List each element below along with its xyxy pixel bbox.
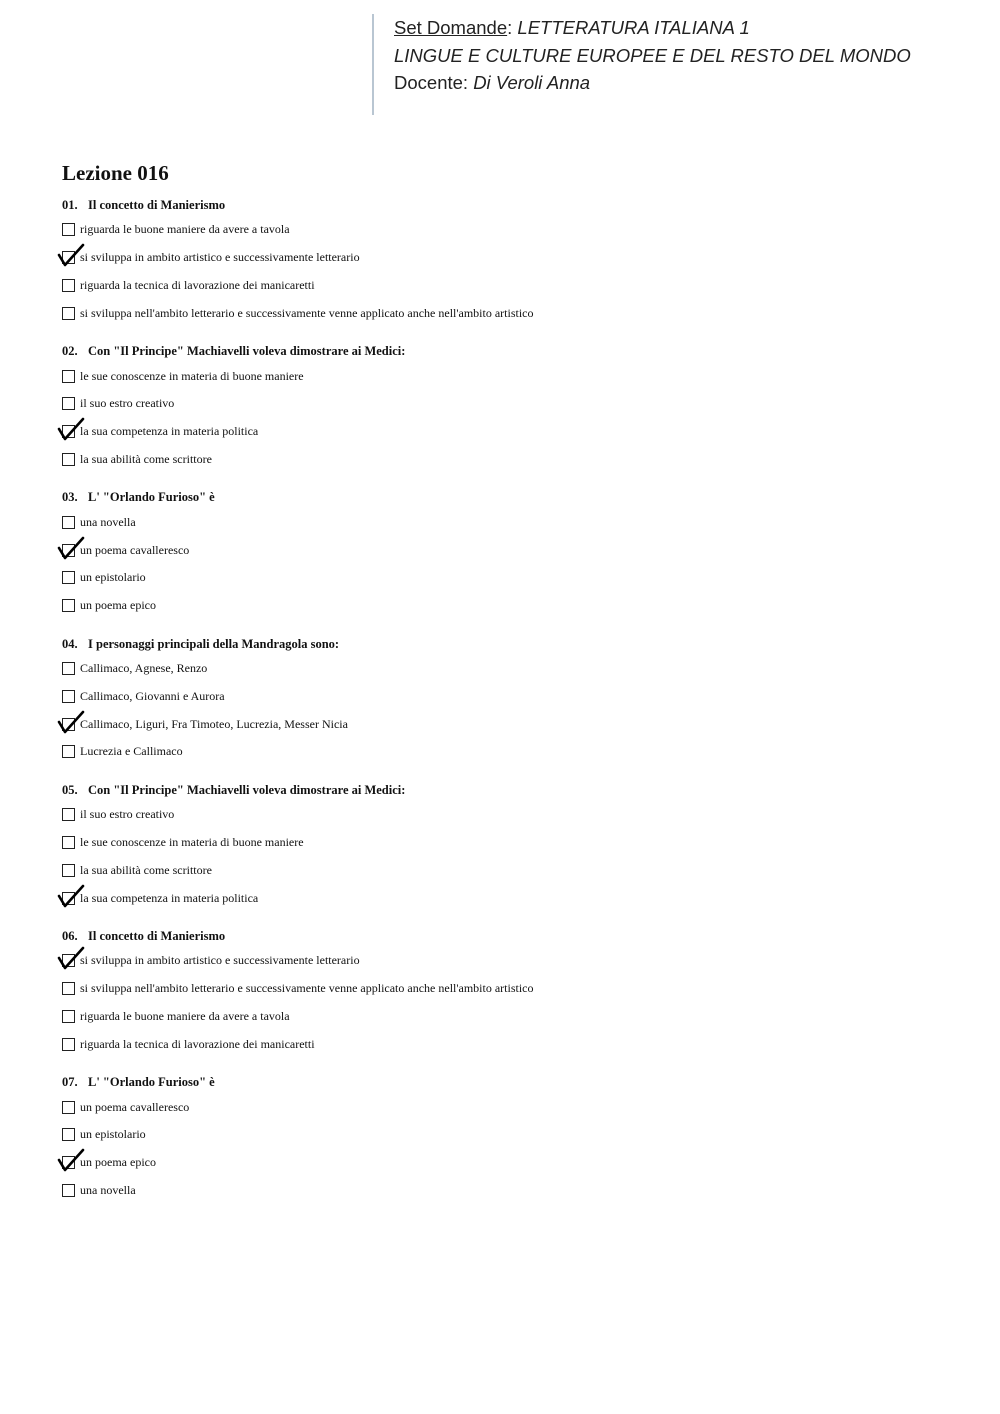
question-label: Con "Il Principe" Machiavelli voleva dimostrare ai Medici: [88,344,406,359]
page-top-mark [490,0,520,3]
checkmark-icon [57,711,85,735]
answer-option[interactable] [62,390,962,418]
answer-option-label: si sviluppa in ambito artistico e successivamente letterario [80,250,360,265]
answer-option-label: la sua abilità come scrittore [80,451,212,466]
answer-option[interactable] [62,1177,962,1205]
document-header [372,14,972,115]
answer-option[interactable] [62,738,962,766]
answer-option[interactable] [62,1121,962,1149]
checkbox[interactable] [62,599,75,612]
checkbox[interactable] [62,307,75,320]
header-teacher-line [394,69,972,97]
answer-option[interactable] [62,446,962,474]
answer-option-label: le sue conoscenze in materia di buone maniere [80,368,304,383]
question-number: 05. [62,782,78,797]
lesson-title: Lezione 016 [62,161,169,185]
answer-option[interactable] [62,1093,962,1121]
answer-option-label: le sue conoscenze in materia di buone maniere [80,834,304,849]
checkbox[interactable] [62,864,75,877]
checkmark-icon [57,947,85,971]
answer-option-label: la sua abilità come scrittore [80,862,212,877]
question-text [62,486,962,508]
question-5 [62,779,962,912]
answer-option-label: Callimaco, Agnese, Renzo [80,660,208,675]
answer-option[interactable] [62,299,962,327]
question-text [62,194,962,216]
checkbox[interactable] [62,1184,75,1197]
answer-option-label: riguarda la tecnica di lavorazione dei manicaretti [80,277,315,292]
checkbox[interactable] [62,370,75,383]
question-1 [62,194,962,327]
answer-option[interactable] [62,710,962,738]
set-label: Set Domande [394,17,508,38]
answer-option[interactable] [62,682,962,710]
question-label: Con "Il Principe" Machiavelli voleva dimostrare ai Medici: [88,782,406,797]
question-7 [62,1071,962,1204]
question-text [62,925,962,947]
question-2 [62,340,962,473]
checkmark-icon [57,1149,85,1173]
answer-option-label: riguarda la tecnica di lavorazione dei manicaretti [80,1036,315,1051]
checked-checkbox[interactable] [62,954,75,967]
answer-option[interactable] [62,272,962,300]
answer-option-label: la sua competenza in materia politica [80,890,259,905]
degree-name: LINGUE E CULTURE EUROPEE E DEL RESTO DEL MONDO [394,44,911,66]
answer-option-label: si sviluppa nell'ambito letterario e successivamente venne applicato anche nell'ambito artistico [80,981,534,996]
checked-checkbox[interactable] [62,718,75,731]
question-list [62,194,962,1217]
question-label: L' "Orlando Furioso" è [88,1075,215,1090]
question-text [62,1071,962,1093]
answer-option[interactable] [62,216,962,244]
answer-option[interactable] [62,655,962,683]
question-label: Il concetto di Manierismo [88,198,226,212]
question-label: I personaggi principali della Mandragola sono: [88,636,340,651]
answer-option-label: Callimaco, Liguri, Fra Timoteo, Lucrezia, Messer Nicia [80,716,348,731]
header-colon: : [507,17,518,38]
question-number: 03. [62,490,78,505]
answer-option-label: un epistolario [80,570,146,585]
question-number: 02. [62,344,78,359]
answer-option[interactable] [62,884,962,912]
question-label: L' "Orlando Furioso" è [88,490,215,505]
answer-option[interactable] [62,536,962,564]
answer-option-label: la sua competenza in materia politica [80,424,259,439]
checkbox[interactable] [62,571,75,584]
checkmark-icon [57,244,85,268]
checkmark-icon [57,885,85,909]
question-3 [62,486,962,619]
answer-option[interactable] [62,947,962,975]
teacher-label: Docente: [394,72,469,93]
answer-option[interactable] [62,1149,962,1177]
answer-option-label: una novella [80,1182,136,1197]
answer-option[interactable] [62,592,962,620]
answer-option-label: un poema cavalleresco [80,1099,190,1114]
answer-option-label: riguarda le buone maniere da avere a tavola [80,222,290,237]
checkbox[interactable] [62,745,75,758]
question-number: 01. [62,198,78,212]
answer-option-label: si sviluppa nell'ambito letterario e successivamente venne applicato anche nell'ambito artistico [80,305,534,320]
checkbox[interactable] [62,453,75,466]
answer-option[interactable] [62,244,962,272]
answer-option[interactable] [62,1003,962,1031]
answer-option[interactable] [62,856,962,884]
answer-option[interactable] [62,508,962,536]
answer-option-label: Lucrezia e Callimaco [80,744,183,759]
checkbox[interactable] [62,1038,75,1051]
answer-option-label: Callimaco, Giovanni e Aurora [80,688,225,703]
checkbox[interactable] [62,808,75,821]
question-number: 04. [62,636,78,651]
checked-checkbox[interactable] [62,425,75,438]
answer-option-label: un poema epico [80,598,156,613]
answer-option[interactable] [62,564,962,592]
checkbox[interactable] [62,223,75,236]
answer-option-label: un poema cavalleresco [80,542,190,557]
checkbox[interactable] [62,279,75,292]
checkbox[interactable] [62,1128,75,1141]
checkbox[interactable] [62,836,75,849]
question-number: 06. [62,928,78,943]
answer-option[interactable] [62,829,962,857]
question-4 [62,633,962,766]
answer-option[interactable] [62,362,962,390]
question-text [62,340,962,362]
checked-checkbox[interactable] [62,544,75,557]
answer-option[interactable] [62,975,962,1003]
answer-option[interactable] [62,1030,962,1058]
checkbox[interactable] [62,690,75,703]
checkbox[interactable] [62,1010,75,1023]
checkmark-icon [57,537,85,561]
checkbox[interactable] [62,397,75,410]
checked-checkbox[interactable] [62,251,75,264]
checkbox[interactable] [62,1101,75,1114]
checkbox[interactable] [62,662,75,675]
answer-option-label: il suo estro creativo [80,396,175,411]
answer-option-label: riguarda le buone maniere da avere a tavola [80,1008,290,1023]
teacher-name: Di Veroli Anna [473,72,591,93]
checked-checkbox[interactable] [62,1156,75,1169]
answer-option-label: si sviluppa in ambito artistico e successivamente letterario [80,953,360,968]
answer-option[interactable] [62,418,962,446]
course-name: LETTERATURA ITALIANA 1 [517,17,750,38]
checkbox[interactable] [62,982,75,995]
question-6 [62,925,962,1058]
answer-option-label: una novella [80,514,136,529]
header-course-line [394,14,972,42]
answer-option-label: un epistolario [80,1127,146,1142]
answer-option[interactable] [62,801,962,829]
checkmark-icon [57,418,85,442]
question-label: Il concetto di Manierismo [88,928,226,943]
checkbox[interactable] [62,516,75,529]
question-text [62,633,962,655]
question-number: 07. [62,1075,78,1090]
question-text [62,779,962,801]
answer-option-label: un poema epico [80,1155,156,1170]
answer-option-label: il suo estro creativo [80,807,175,822]
checked-checkbox[interactable] [62,892,75,905]
